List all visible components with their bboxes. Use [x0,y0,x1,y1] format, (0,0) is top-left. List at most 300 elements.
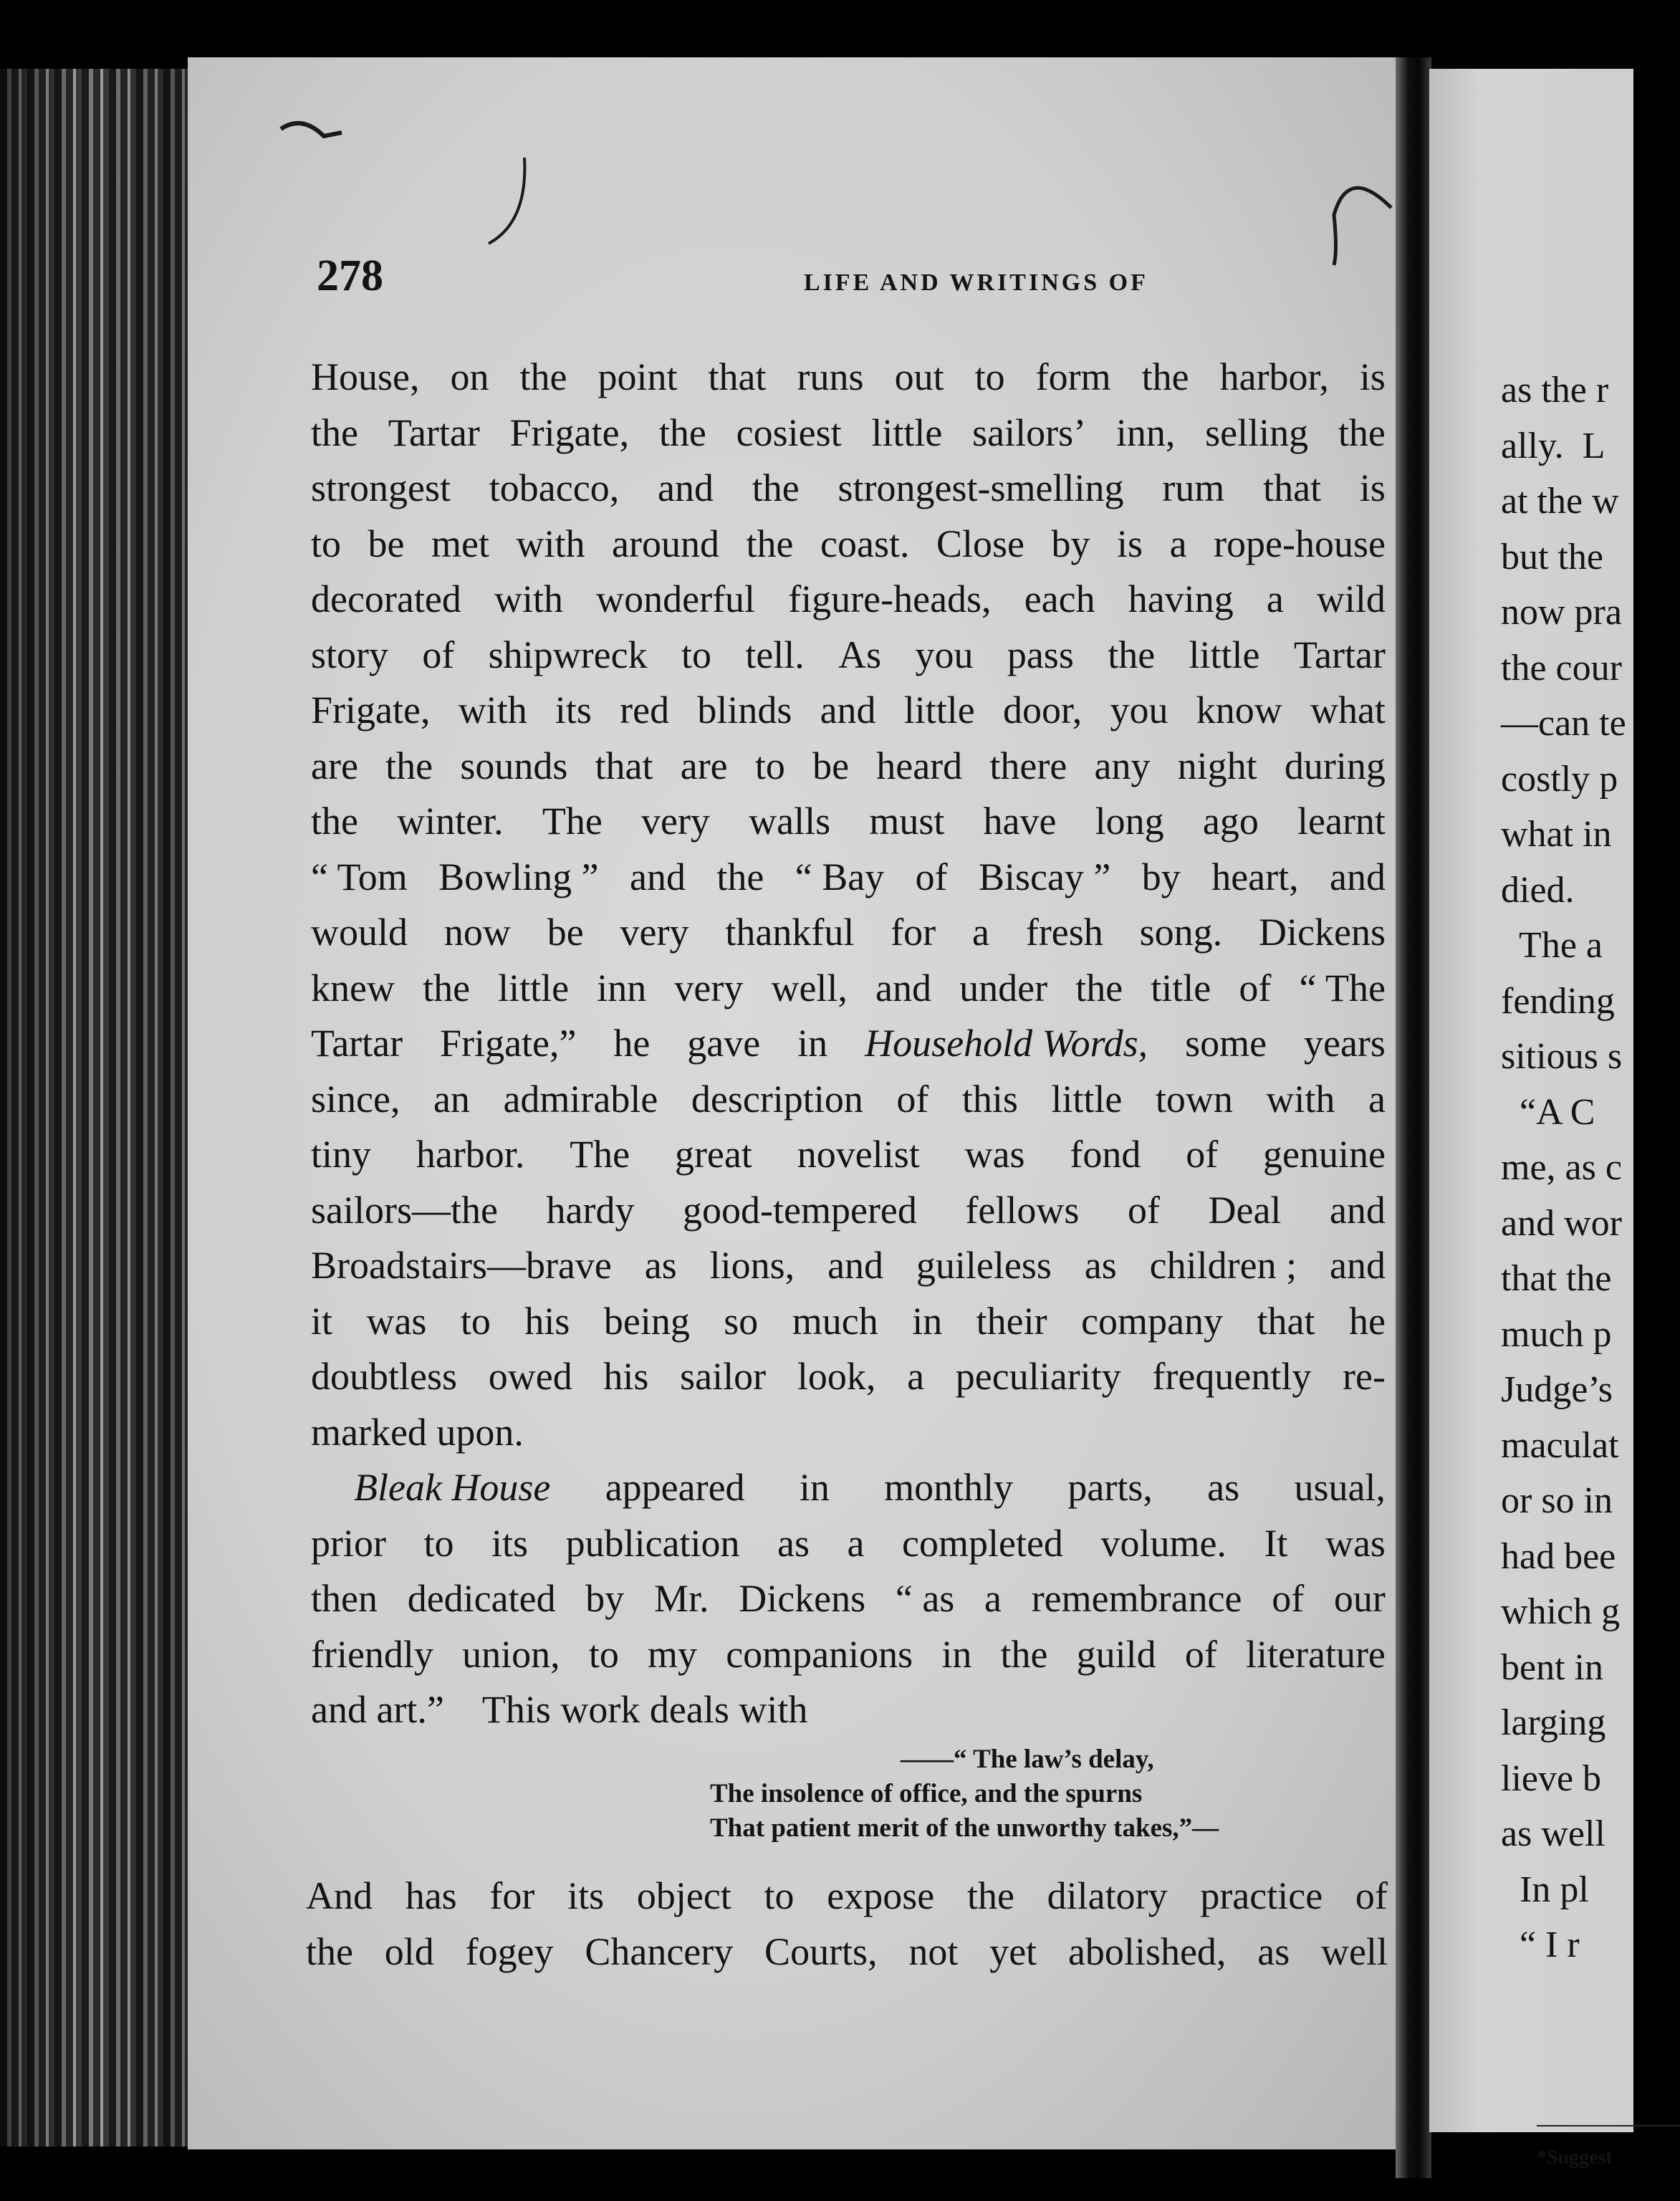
word: of [896,1077,929,1121]
word: out [894,355,944,398]
text-line [311,1516,1386,1572]
word: title [1151,966,1211,1010]
text-line [311,1294,1386,1350]
text-line [311,905,1386,961]
word: heart, [1211,855,1299,898]
word: as [1084,1244,1117,1287]
word: knew [311,966,395,1010]
word: as [1207,1466,1240,1509]
word: Household Words, [865,1022,1148,1065]
word: ago [1202,800,1259,843]
right-text-line: costly p [1501,758,1618,800]
word: in [941,1632,972,1676]
word: peculiarity [955,1355,1121,1398]
text-line [311,350,1386,406]
word: being [603,1299,690,1343]
word: lions, [709,1244,795,1287]
word: point [597,355,678,398]
word: Bowling ” [438,855,599,898]
word: admirable [503,1077,658,1121]
word: coast. [820,522,910,565]
right-text-line: sitious s [1501,1036,1623,1077]
word: it [311,1299,333,1343]
word: around [612,522,719,565]
right-text-line: me, as c [1501,1147,1622,1188]
word: the [311,411,358,454]
word: Frigate,” [440,1022,577,1065]
text-line [311,1627,1386,1683]
left-page [188,57,1406,2149]
word: the [423,966,471,1010]
word: fond [1070,1133,1141,1176]
word: Dickens [1259,911,1386,954]
word: union, [462,1632,560,1676]
word: very [640,800,710,843]
word: and art.” This work deals with [311,1688,808,1731]
word: “ as [895,1577,955,1620]
word: with [494,577,563,620]
word: The [542,800,603,843]
word: what [1310,689,1386,732]
word: appeared [605,1466,745,1509]
quote-line: ——“ The law’s delay, [901,1745,1154,1774]
right-text-line: but the [1501,536,1603,577]
word: was [366,1299,427,1343]
word: my [648,1632,698,1676]
word: And [306,1874,373,1917]
right-text-line: as well [1501,1813,1605,1854]
word: door, [1002,689,1083,732]
word: red [620,689,670,732]
word: a [1169,522,1187,565]
word: as [777,1521,810,1565]
word: doubtless [311,1355,458,1398]
word: for [891,911,936,954]
word: with [458,689,527,732]
word: little [1189,633,1260,676]
word: a [847,1521,865,1565]
word: the [746,522,794,565]
text-line [311,517,1386,572]
right-text-line: “ I r [1501,1924,1580,1965]
word: expose [827,1874,935,1917]
word: guileless [916,1244,1052,1287]
text-line [311,1405,1386,1461]
word: look, [797,1355,876,1398]
word: gave [687,1022,761,1065]
word: pass [1007,633,1074,676]
word: the [716,855,764,898]
word: It [1264,1521,1288,1565]
right-text-line: and wor [1501,1202,1622,1244]
word: “ Tom [311,855,408,898]
right-text-line: maculat [1501,1424,1619,1466]
word: very [674,966,744,1010]
word: inn, [1115,411,1176,454]
word: that [595,744,653,787]
right-text-line: died. [1501,869,1575,911]
word: with [516,522,585,565]
word: and [1329,1188,1386,1232]
word: Tartar [311,1022,403,1065]
word: runs [797,355,864,398]
word: Chancery [585,1929,734,1973]
word: yet [989,1929,1037,1973]
word: figure-heads, [788,577,992,620]
word: companions [726,1632,913,1676]
word: to [764,1874,795,1917]
quote-line: The insolence of office, and the spurns [710,1779,1143,1808]
word: the [752,466,800,509]
word: you [1110,689,1168,732]
word: sailors’ [972,411,1087,454]
word: object [636,1874,731,1917]
text-line [311,1349,1386,1405]
text-line [311,850,1386,906]
right-text-line: “A C [1501,1091,1595,1133]
word: its [567,1874,605,1917]
word: little [871,411,943,454]
word: the [1000,1632,1048,1676]
word: was [964,1133,1025,1176]
word: much [792,1299,878,1343]
word: and [1330,1244,1386,1287]
word: fogey [465,1929,554,1973]
word: completed [902,1521,1063,1565]
text-line [311,794,1386,850]
word: children ; [1149,1244,1297,1287]
word: the [1141,355,1189,398]
word: parts, [1067,1466,1153,1509]
quote-line: That patient merit of the unworthy takes,”— [710,1813,1219,1843]
right-text-line: bent in [1501,1646,1603,1688]
text-line [311,572,1386,628]
word: was [1325,1521,1386,1565]
text-line [311,1127,1386,1183]
word: to [460,1299,491,1343]
paragraph-1 [311,350,1386,1738]
word: remembrance [1031,1577,1242,1620]
word: as [644,1244,677,1287]
word: The [570,1133,630,1176]
word: there [989,744,1067,787]
text-line [306,1924,1388,1980]
word: to [588,1632,619,1676]
right-text-line: what in [1501,814,1612,855]
word: practice [1200,1874,1323,1917]
word: House, [311,355,420,398]
word: must [869,800,945,843]
right-page [1429,69,1633,2169]
word: Bleak House [354,1466,551,1509]
word: little [498,966,570,1010]
word: in [797,1022,828,1065]
right-text-line: In pl [1501,1869,1589,1910]
word: old [384,1929,434,1973]
word: as [1257,1929,1290,1973]
word: to [974,355,1005,398]
word: prior [311,1521,386,1565]
word: harbor, [1219,355,1329,398]
running-title: LIFE AND WRITINGS OF [804,269,1148,296]
word: decorated [311,577,461,620]
word: wonderful [596,577,756,620]
word: literature [1246,1632,1386,1676]
word: Mr. [653,1577,709,1620]
word: by [585,1577,625,1620]
word: is [1359,355,1386,398]
word: of [1186,1133,1219,1176]
word: by [1051,522,1090,565]
word: a [1266,577,1284,620]
word: description [691,1077,863,1121]
pencil-mark-corner [274,100,374,158]
word: fellows [965,1188,1080,1232]
word: has [405,1874,457,1917]
word: rope-house [1214,522,1386,565]
word: tiny [311,1133,372,1176]
word: Tartar [1293,633,1386,676]
word: to [423,1521,454,1565]
right-text-line: ally. L [1501,425,1605,466]
page-number: 278 [317,251,383,300]
word: song. [1139,911,1223,954]
word: night [1177,744,1257,787]
word: the [1108,633,1156,676]
right-text-line: had bee [1501,1535,1616,1577]
text-line [311,1682,1386,1738]
word: dedicated [407,1577,556,1620]
word: that [708,355,767,398]
text-line [306,1869,1388,1924]
word: any [1094,744,1151,787]
text-line [311,739,1386,795]
word: is [1359,466,1386,509]
word: sailors—the [311,1188,498,1232]
word: the [385,744,433,787]
word: re- [1343,1355,1386,1398]
word: of [1239,966,1272,1010]
footnote: *Suggest [1537,2147,1613,2169]
word: As [838,633,882,676]
text-line [311,1460,1386,1516]
word: story [311,633,388,676]
word: a [1368,1077,1386,1121]
paragraph-3 [306,1869,1388,1980]
word: his [524,1299,570,1343]
word: well, [771,966,848,1010]
right-text-line: at the w [1501,481,1619,522]
right-text-line: as the r [1501,370,1609,411]
word: that [1263,466,1322,509]
text-line [311,406,1386,461]
word: thankful [725,911,855,954]
right-text-line: or so in [1501,1480,1613,1521]
word: is [1117,522,1143,565]
word: a [972,911,989,954]
word: their [976,1299,1047,1343]
book-gutter [1396,57,1431,2178]
word: sounds [460,744,568,787]
word: you [915,633,974,676]
word: heard [876,744,963,787]
word: the [1338,411,1386,454]
word: dilatory [1047,1874,1168,1917]
word: the [311,800,358,843]
word: inn [597,966,647,1010]
text-line [311,1238,1386,1294]
text-line [311,461,1386,517]
word: are [680,744,728,787]
word: volume. [1100,1521,1227,1565]
word: the [306,1929,353,1973]
word: tell. [745,633,805,676]
word: and [820,689,876,732]
word: be [547,911,584,954]
word: Biscay ” [978,855,1111,898]
word: of [1272,1577,1305,1620]
right-text-line: —can te [1501,703,1626,744]
text-line [311,1072,1386,1128]
word: owed [488,1355,572,1398]
page-header [317,208,1535,300]
word: hardy [546,1188,635,1232]
right-text-line: The a [1501,925,1603,966]
word: friendly [311,1632,433,1676]
word: of [422,633,455,676]
word: cosiest [736,411,842,454]
word: Tartar [388,411,480,454]
word: know [1196,689,1282,732]
word: then [311,1577,378,1620]
word: novelist [797,1133,920,1176]
word: and [875,966,932,1010]
word: with [1266,1077,1335,1121]
right-text-line: Judge’s [1501,1369,1613,1410]
word: some [1185,1022,1267,1065]
word: guild [1076,1632,1156,1676]
word: Broadstairs—brave [311,1244,612,1287]
word: of [1355,1874,1388,1917]
word: Courts, [764,1929,878,1973]
right-text-line: fending [1501,980,1615,1022]
text-line [311,628,1386,684]
word: his [603,1355,649,1398]
right-text-line: which g [1501,1591,1621,1632]
word: and [1330,855,1386,898]
right-text-line: the cour [1501,647,1622,689]
word: rum [1162,466,1225,509]
word: by [1141,855,1181,898]
word: town [1155,1077,1233,1121]
word: and [630,855,686,898]
right-text-line: much p [1501,1313,1612,1355]
word: Dickens [739,1577,866,1620]
word: this [961,1077,1018,1121]
word: learnt [1297,800,1386,843]
word: the [966,1874,1014,1917]
word: walls [749,800,831,843]
word: sailor [680,1355,767,1398]
word: are [311,744,358,787]
word: our [1333,1577,1386,1620]
word: Frigate, [311,689,431,732]
text-line [311,1183,1386,1239]
word: a [907,1355,925,1398]
word: strongest-smelling [837,466,1124,509]
word: of [915,855,948,898]
word: he [613,1022,651,1065]
word: and [658,466,714,509]
word: genuine [1263,1133,1386,1176]
word: frequently [1152,1355,1312,1398]
word: years [1303,1022,1386,1065]
word: its [555,689,592,732]
word: having [1128,577,1234,620]
word: so [724,1299,759,1343]
word: blinds [697,689,792,732]
text-line [311,961,1386,1017]
word: on [450,355,489,398]
word: an [433,1077,470,1121]
word: in [799,1466,830,1509]
word: tobacco, [489,466,620,509]
word: the [658,411,706,454]
word: little [903,689,975,732]
word: good-tempered [683,1188,917,1232]
word: great [674,1133,752,1176]
right-text-line: lieve b [1501,1758,1602,1799]
word: well [1321,1929,1388,1973]
word: little [1051,1077,1123,1121]
word: harbor. [416,1133,525,1176]
word: wild [1316,577,1386,620]
word: and [827,1244,884,1287]
word: selling [1205,411,1309,454]
word: Deal [1208,1188,1282,1232]
word: for [489,1874,535,1917]
text-line [311,1016,1386,1072]
word: he [1348,1299,1386,1343]
word: that [1257,1299,1315,1343]
word: Close [936,522,1024,565]
word: monthly [884,1466,1014,1509]
text-line [311,683,1386,739]
word: under [959,966,1048,1010]
word: publication [565,1521,740,1565]
word: form [1035,355,1111,398]
word: “ Bay [795,855,885,898]
word: met [431,522,489,565]
word: the [1075,966,1123,1010]
word: strongest [311,466,451,509]
word: long [1095,800,1164,843]
word: of [1127,1188,1160,1232]
right-text-line: now pra [1501,592,1622,633]
right-text-line: larging [1501,1702,1606,1743]
word: usual, [1294,1466,1386,1509]
word: a [984,1577,1002,1620]
word: be [812,744,850,787]
word: be [368,522,405,565]
word: marked upon. [311,1410,524,1454]
right-page-text [1501,363,1626,1973]
word: during [1284,744,1386,787]
word: in [912,1299,943,1343]
word: since, [311,1077,400,1121]
word: its [491,1521,529,1565]
block-quote [521,1742,1219,1846]
